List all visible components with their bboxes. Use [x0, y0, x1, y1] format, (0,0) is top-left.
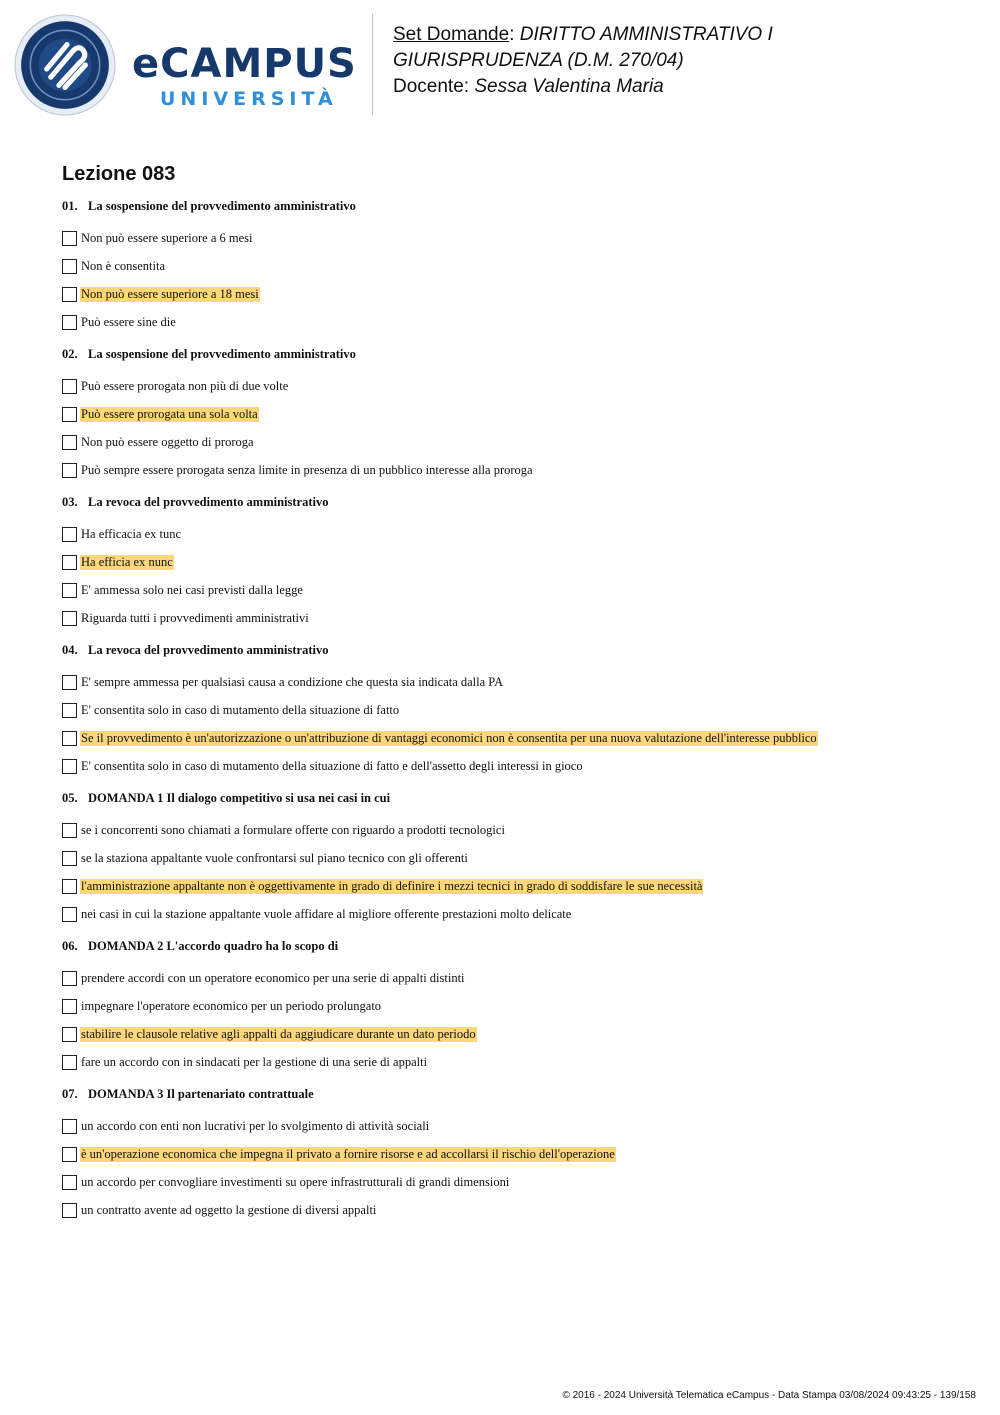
question-item: [62, 790, 962, 928]
answer-option[interactable]: [62, 252, 962, 280]
answer-option[interactable]: [62, 752, 962, 780]
answer-checkbox[interactable]: [62, 555, 77, 570]
answer-option[interactable]: [62, 520, 962, 548]
answer-checkbox[interactable]: [62, 675, 77, 690]
answer-text: un contratto avente ad oggetto la gestione di diversi appalti: [81, 1202, 377, 1217]
answer-option[interactable]: [62, 872, 962, 900]
answer-text: Ha efficacia ex tunc: [81, 526, 182, 541]
answer-text-correct: Può essere prorogata una sola volta: [81, 406, 258, 421]
answer-text: Può essere sine die: [81, 314, 176, 329]
answer-text: E' consentita solo in caso di mutamento della situazione di fatto: [81, 702, 400, 717]
answer-checkbox[interactable]: [62, 1119, 77, 1134]
question-label: La revoca del provvedimento amministrativo: [88, 643, 329, 657]
set-info: [393, 22, 773, 100]
answer-checkbox[interactable]: [62, 435, 77, 450]
answer-text: Non è consentita: [81, 258, 166, 273]
answer-option[interactable]: [62, 224, 962, 252]
set-label: Set Domande: [393, 24, 510, 45]
question-number: 01.: [62, 199, 78, 213]
answer-checkbox[interactable]: [62, 379, 77, 394]
question-item: [62, 1086, 962, 1224]
answer-checkbox[interactable]: [62, 731, 77, 746]
answer-checkbox[interactable]: [62, 583, 77, 598]
answer-checkbox[interactable]: [62, 999, 77, 1014]
question-number: 07.: [62, 1087, 78, 1101]
answer-option[interactable]: [62, 1112, 962, 1140]
answer-text-correct: l'amministrazione appaltante non è oggettivamente in grado di definire i mezzi tecnici in grado di soddisfare le sue necessità: [81, 878, 703, 893]
answer-checkbox[interactable]: [62, 1027, 77, 1042]
answer-text: se i concorrenti sono chiamati a formulare offerte con riguardo a prodotti tecnologici: [81, 822, 505, 837]
answer-checkbox[interactable]: [62, 879, 77, 894]
answer-checkbox[interactable]: [62, 1203, 77, 1218]
question-number: 02.: [62, 347, 78, 361]
question-text: [62, 198, 962, 214]
question-text: [62, 346, 962, 362]
answer-text-correct: Non può essere superiore a 18 mesi: [81, 286, 259, 301]
answer-checkbox[interactable]: [62, 231, 77, 246]
answer-checkbox[interactable]: [62, 315, 77, 330]
question-item: [62, 198, 962, 336]
question-item: [62, 346, 962, 484]
answer-text-correct: è un'operazione economica che impegna il privato a fornire risorse e ad accollarsi il rischio dell'operazione: [81, 1146, 615, 1161]
answer-checkbox[interactable]: [62, 1147, 77, 1162]
answer-checkbox[interactable]: [62, 759, 77, 774]
answer-checkbox[interactable]: [62, 463, 77, 478]
answer-text: Non può essere oggetto di proroga: [81, 434, 254, 449]
answer-checkbox[interactable]: [62, 259, 77, 274]
page-header: [0, 0, 1000, 130]
answer-text: prendere accordi con un operatore economico per una serie di appalti distinti: [81, 970, 465, 985]
question-number: 04.: [62, 643, 78, 657]
answer-checkbox[interactable]: [62, 611, 77, 626]
answer-option[interactable]: [62, 1196, 962, 1224]
set-title-cont: GIURISPRUDENZA (D.M. 270/04): [393, 50, 684, 71]
answer-option[interactable]: [62, 548, 962, 576]
answer-option[interactable]: [62, 668, 962, 696]
question-text: [62, 642, 962, 658]
answer-option[interactable]: [62, 696, 962, 724]
answer-option[interactable]: [62, 456, 962, 484]
set-title-line-1: Set Domande: DIRITTO AMMINISTRATIVO I: [393, 24, 773, 45]
answer-text-correct: stabilire le clausole relative agli appalti da aggiudicare durante un dato periodo: [81, 1026, 476, 1041]
question-label: DOMANDA 1 Il dialogo competitivo si usa nei casi in cui: [88, 791, 391, 805]
answer-checkbox[interactable]: [62, 1175, 77, 1190]
answer-option[interactable]: [62, 428, 962, 456]
answer-option[interactable]: [62, 280, 962, 308]
question-text: [62, 938, 962, 954]
answer-text: E' consentita solo in caso di mutamento della situazione di fatto e dell'assetto degli interessi in gioco: [81, 758, 583, 773]
answer-checkbox[interactable]: [62, 287, 77, 302]
brand-name: eCAMPUS: [132, 41, 357, 87]
answer-option[interactable]: [62, 964, 962, 992]
teacher-name: Sessa Valentina Maria: [474, 76, 664, 97]
question-list: [62, 198, 962, 1224]
answer-option[interactable]: [62, 400, 962, 428]
teacher-line: Docente: Sessa Valentina Maria: [393, 76, 664, 97]
answer-text: Può sempre essere prorogata senza limite in presenza di un pubblico interesse alla proroga: [81, 462, 533, 477]
answer-option[interactable]: [62, 816, 962, 844]
answer-text: Non può essere superiore a 6 mesi: [81, 230, 253, 245]
question-label: La sospensione del provvedimento amministrativo: [88, 199, 356, 213]
question-text: [62, 1086, 962, 1102]
answer-checkbox[interactable]: [62, 971, 77, 986]
question-label: La sospensione del provvedimento amministrativo: [88, 347, 356, 361]
brand-subtitle: UNIVERSITÀ: [160, 88, 338, 110]
answer-text: Riguarda tutti i provvedimenti amministrativi: [81, 610, 309, 625]
answer-text: E' sempre ammessa per qualsiasi causa a condizione che questa sia indicata dalla PA: [81, 674, 504, 689]
question-number: 03.: [62, 495, 78, 509]
answer-checkbox[interactable]: [62, 907, 77, 922]
lesson-content: [62, 160, 962, 1234]
answer-checkbox[interactable]: [62, 527, 77, 542]
answer-checkbox[interactable]: [62, 851, 77, 866]
answer-option[interactable]: [62, 844, 962, 872]
question-item: [62, 938, 962, 1076]
answer-text: fare un accordo con in sindacati per la gestione di una serie di appalti: [81, 1054, 428, 1069]
question-item: [62, 494, 962, 632]
answer-option[interactable]: [62, 604, 962, 632]
answer-text: se la staziona appaltante vuole confrontarsi sul piano tecnico con gli offerenti: [81, 850, 468, 865]
answer-checkbox[interactable]: [62, 1055, 77, 1070]
set-title-line-2: [393, 48, 773, 74]
answer-text-correct: Ha efficia ex nunc: [81, 554, 173, 569]
question-label: La revoca del provvedimento amministrativo: [88, 495, 329, 509]
answer-text: E' ammessa solo nei casi previsti dalla legge: [81, 582, 303, 597]
answer-option[interactable]: [62, 308, 962, 336]
answer-option[interactable]: [62, 1168, 962, 1196]
question-text: [62, 790, 962, 806]
answer-option[interactable]: [62, 992, 962, 1020]
question-number: 05.: [62, 791, 78, 805]
university-seal-logo: [14, 14, 116, 116]
answer-option[interactable]: [62, 1048, 962, 1076]
lesson-title: Lezione 083: [62, 163, 176, 185]
answer-checkbox[interactable]: [62, 703, 77, 718]
answer-text: impegnare l'operatore economico per un periodo prolungato: [81, 998, 382, 1013]
answer-checkbox[interactable]: [62, 823, 77, 838]
answer-text: un accordo per convogliare investimenti su opere infrastrutturali di grandi dimensioni: [81, 1174, 510, 1189]
answer-checkbox[interactable]: [62, 407, 77, 422]
answer-option[interactable]: [62, 372, 962, 400]
answer-option[interactable]: [62, 724, 962, 752]
question-text: [62, 494, 962, 510]
question-label: DOMANDA 3 Il partenariato contrattuale: [88, 1087, 314, 1101]
header-divider: [372, 14, 373, 115]
answer-text: Può essere prorogata non più di due volte: [81, 378, 289, 393]
answer-option[interactable]: [62, 576, 962, 604]
set-title: DIRITTO AMMINISTRATIVO I: [519, 24, 773, 45]
question-number: 06.: [62, 939, 78, 953]
answer-option[interactable]: [62, 1020, 962, 1048]
question-label: DOMANDA 2 L'accordo quadro ha lo scopo di: [88, 939, 339, 953]
teacher-label: Docente: [393, 76, 464, 97]
answer-text: un accordo con enti non lucrativi per lo svolgimento di attività sociali: [81, 1118, 430, 1133]
answer-option[interactable]: [62, 1140, 962, 1168]
answer-text-correct: Se il provvedimento è un'autorizzazione o un'attribuzione di vantaggi economici non è consentita per una nuova valutazione dell'interesse pubblico: [81, 730, 817, 745]
answer-option[interactable]: [62, 900, 962, 928]
question-item: [62, 642, 962, 780]
answer-text: nei casi in cui la stazione appaltante vuole affidare al migliore offerente prestazioni molto delicate: [81, 906, 572, 921]
page-footer: © 2016 - 2024 Università Telematica eCampus - Data Stampa 03/08/2024 09:43:25 - 139/158: [562, 1390, 976, 1401]
